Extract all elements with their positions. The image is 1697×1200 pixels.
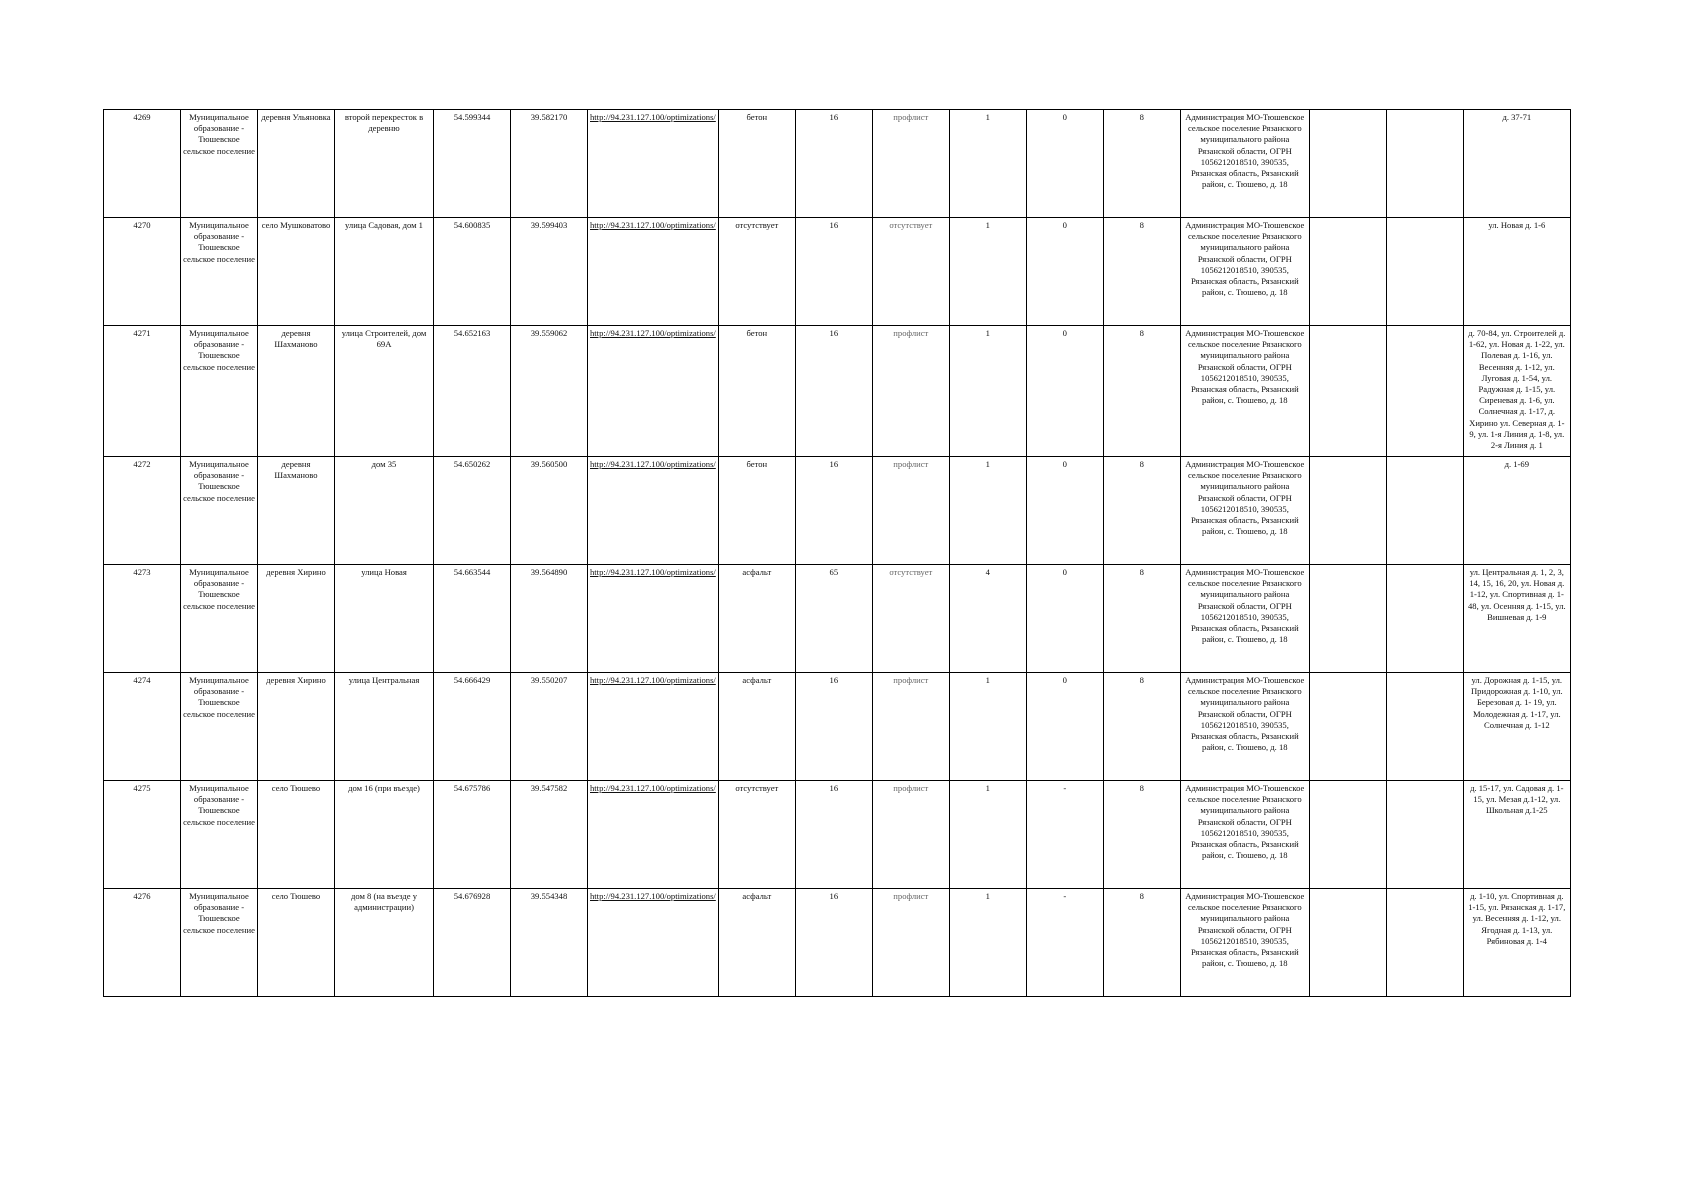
base-cell: отсутствует	[872, 565, 949, 673]
table-row	[104, 457, 1571, 565]
served-addresses-cell: ул. Новая д. 1-6	[1463, 218, 1570, 326]
settlement-cell: деревня Ульяновка	[258, 110, 335, 218]
volume-cell: 8	[1103, 565, 1180, 673]
longitude-cell: 39.582170	[511, 110, 588, 218]
owner-cell: Администрация МО-Тюшевское сельское поселение Рязанского муниципального района Рязанской области, ОГРН 1056212018510, 390535, Рязанская область, Рязанский район, с. Тюшево, д. 18	[1180, 565, 1309, 673]
settlement-cell: деревня Хирино	[258, 565, 335, 673]
latitude-cell: 54.666429	[434, 673, 511, 781]
container-count-cell: 1	[949, 326, 1026, 457]
settlement-cell: село Тюшево	[258, 781, 335, 889]
surface-cell: бетон	[718, 110, 795, 218]
owner-cell: Администрация МО-Тюшевское сельское поселение Рязанского муниципального района Рязанской области, ОГРН 1056212018510, 390535, Рязанская область, Рязанский район, с. Тюшево, д. 18	[1180, 457, 1309, 565]
served-addresses-cell: д. 70-84, ул. Строителей д. 1-62, ул. Новая д. 1-22, ул. Полевая д. 1-16, ул. Весенняя д. 1-12, ул. Луговая д. 1-54, ул. Радужная д. 1-15, ул. Сиреневая д. 1-6, ул. Солнечная д. 1-17, д. Хирино ул. Северная д. 1- 9, ул. 1-я Линия д. 1-8, ул. 2-я Линия д. 1	[1463, 326, 1570, 457]
volume-cell: 8	[1103, 218, 1180, 326]
link-cell[interactable]: http://94.231.127.100/optimizations/	[588, 110, 719, 218]
municipality-cell: Муниципальное образование - Тюшевское сельское поселение	[181, 889, 258, 997]
municipality-cell: Муниципальное образование - Тюшевское сельское поселение	[181, 110, 258, 218]
area-cell: 16	[795, 326, 872, 457]
link-cell[interactable]: http://94.231.127.100/optimizations/	[588, 781, 719, 889]
link-cell[interactable]: http://94.231.127.100/optimizations/	[588, 565, 719, 673]
empty-cell	[1309, 218, 1386, 326]
extra-cell: 0	[1026, 326, 1103, 457]
owner-cell: Администрация МО-Тюшевское сельское поселение Рязанского муниципального района Рязанской области, ОГРН 1056212018510, 390535, Рязанская область, Рязанский район, с. Тюшево, д. 18	[1180, 326, 1309, 457]
empty-cell	[1309, 110, 1386, 218]
base-cell: профлист	[872, 326, 949, 457]
container-count-cell: 1	[949, 889, 1026, 997]
surface-cell: отсутствует	[718, 781, 795, 889]
settlement-cell: деревня Шахманово	[258, 326, 335, 457]
data-table	[103, 109, 1571, 997]
id-cell: 4270	[104, 218, 181, 326]
served-addresses-cell: ул. Центральная д. 1, 2, 3, 14, 15, 16, 20, ул. Новая д. 1-12, ул. Спортивная д. 1-48, ул. Осенняя д. 1-15, ул. Вишневая д. 1-9	[1463, 565, 1570, 673]
served-addresses-cell: ул. Дорожная д. 1-15, ул. Придорожная д. 1-10, ул. Березовая д. 1- 19, ул. Молодежная д. 1-17, ул. Солнечная д. 1-12	[1463, 673, 1570, 781]
area-cell: 65	[795, 565, 872, 673]
municipality-cell: Муниципальное образование - Тюшевское сельское поселение	[181, 673, 258, 781]
surface-cell: асфальт	[718, 673, 795, 781]
empty-cell	[1386, 673, 1463, 781]
extra-cell: 0	[1026, 673, 1103, 781]
latitude-cell: 54.600835	[434, 218, 511, 326]
base-cell: профлист	[872, 673, 949, 781]
container-count-cell: 1	[949, 781, 1026, 889]
table-row	[104, 781, 1571, 889]
settlement-cell: деревня Шахманово	[258, 457, 335, 565]
volume-cell: 8	[1103, 110, 1180, 218]
id-cell: 4273	[104, 565, 181, 673]
link-cell[interactable]: http://94.231.127.100/optimizations/	[588, 326, 719, 457]
extra-cell: -	[1026, 781, 1103, 889]
container-count-cell: 1	[949, 673, 1026, 781]
empty-cell	[1309, 565, 1386, 673]
area-cell: 16	[795, 673, 872, 781]
address-cell: улица Центральная	[335, 673, 434, 781]
settlement-cell: деревня Хирино	[258, 673, 335, 781]
extra-cell: -	[1026, 889, 1103, 997]
latitude-cell: 54.599344	[434, 110, 511, 218]
empty-cell	[1309, 326, 1386, 457]
extra-cell: 0	[1026, 457, 1103, 565]
address-cell: улица Садовая, дом 1	[335, 218, 434, 326]
volume-cell: 8	[1103, 457, 1180, 565]
municipality-cell: Муниципальное образование - Тюшевское сельское поселение	[181, 565, 258, 673]
latitude-cell: 54.652163	[434, 326, 511, 457]
empty-cell	[1386, 218, 1463, 326]
longitude-cell: 39.554348	[511, 889, 588, 997]
container-count-cell: 1	[949, 457, 1026, 565]
address-cell: второй перекресток в деревню	[335, 110, 434, 218]
settlement-cell: село Тюшево	[258, 889, 335, 997]
id-cell: 4269	[104, 110, 181, 218]
container-count-cell: 1	[949, 218, 1026, 326]
table-row	[104, 326, 1571, 457]
volume-cell: 8	[1103, 673, 1180, 781]
owner-cell: Администрация МО-Тюшевское сельское поселение Рязанского муниципального района Рязанской области, ОГРН 1056212018510, 390535, Рязанская область, Рязанский район, с. Тюшево, д. 18	[1180, 889, 1309, 997]
longitude-cell: 39.559062	[511, 326, 588, 457]
address-cell: дом 16 (при въезде)	[335, 781, 434, 889]
area-cell: 16	[795, 781, 872, 889]
id-cell: 4275	[104, 781, 181, 889]
latitude-cell: 54.675786	[434, 781, 511, 889]
longitude-cell: 39.564890	[511, 565, 588, 673]
longitude-cell: 39.560500	[511, 457, 588, 565]
empty-cell	[1309, 781, 1386, 889]
owner-cell: Администрация МО-Тюшевское сельское поселение Рязанского муниципального района Рязанской области, ОГРН 1056212018510, 390535, Рязанская область, Рязанский район, с. Тюшево, д. 18	[1180, 110, 1309, 218]
address-cell: улица Новая	[335, 565, 434, 673]
empty-cell	[1309, 673, 1386, 781]
link-cell[interactable]: http://94.231.127.100/optimizations/	[588, 218, 719, 326]
served-addresses-cell: д. 37-71	[1463, 110, 1570, 218]
volume-cell: 8	[1103, 781, 1180, 889]
area-cell: 16	[795, 110, 872, 218]
address-cell: дом 8 (на въезде у администрации)	[335, 889, 434, 997]
municipality-cell: Муниципальное образование - Тюшевское сельское поселение	[181, 326, 258, 457]
base-cell: профлист	[872, 781, 949, 889]
area-cell: 16	[795, 218, 872, 326]
municipality-cell: Муниципальное образование - Тюшевское сельское поселение	[181, 781, 258, 889]
container-count-cell: 4	[949, 565, 1026, 673]
served-addresses-cell: д. 1-69	[1463, 457, 1570, 565]
surface-cell: асфальт	[718, 565, 795, 673]
settlement-cell: село Мушковатово	[258, 218, 335, 326]
area-cell: 16	[795, 889, 872, 997]
surface-cell: бетон	[718, 326, 795, 457]
empty-cell	[1386, 889, 1463, 997]
base-cell: профлист	[872, 457, 949, 565]
empty-cell	[1386, 781, 1463, 889]
id-cell: 4271	[104, 326, 181, 457]
empty-cell	[1386, 565, 1463, 673]
address-cell: улица Строителей, дом 69А	[335, 326, 434, 457]
table-row	[104, 565, 1571, 673]
surface-cell: асфальт	[718, 889, 795, 997]
id-cell: 4276	[104, 889, 181, 997]
municipality-cell: Муниципальное образование - Тюшевское сельское поселение	[181, 457, 258, 565]
table-row	[104, 110, 1571, 218]
surface-cell: отсутствует	[718, 218, 795, 326]
extra-cell: 0	[1026, 110, 1103, 218]
base-cell: профлист	[872, 110, 949, 218]
served-addresses-cell: д. 15-17, ул. Садовая д. 1-15, ул. Мезая д.1-12, ул. Школьная д.1-25	[1463, 781, 1570, 889]
surface-cell: бетон	[718, 457, 795, 565]
id-cell: 4272	[104, 457, 181, 565]
container-count-cell: 1	[949, 110, 1026, 218]
latitude-cell: 54.663544	[434, 565, 511, 673]
link-cell[interactable]: http://94.231.127.100/optimizations/	[588, 889, 719, 997]
volume-cell: 8	[1103, 326, 1180, 457]
volume-cell: 8	[1103, 889, 1180, 997]
extra-cell: 0	[1026, 565, 1103, 673]
table-row	[104, 673, 1571, 781]
empty-cell	[1386, 457, 1463, 565]
owner-cell: Администрация МО-Тюшевское сельское поселение Рязанского муниципального района Рязанской области, ОГРН 1056212018510, 390535, Рязанская область, Рязанский район, с. Тюшево, д. 18	[1180, 781, 1309, 889]
link-cell[interactable]: http://94.231.127.100/optimizations/	[588, 673, 719, 781]
base-cell: отсутствует	[872, 218, 949, 326]
served-addresses-cell: д. 1-10, ул. Спортивная д. 1-15, ул. Рязанская д. 1-17, ул. Весенняя д. 1-12, ул. Ягодная д. 1-13, ул. Рябиновая д. 1-4	[1463, 889, 1570, 997]
owner-cell: Администрация МО-Тюшевское сельское поселение Рязанского муниципального района Рязанской области, ОГРН 1056212018510, 390535, Рязанская область, Рязанский район, с. Тюшево, д. 18	[1180, 673, 1309, 781]
longitude-cell: 39.599403	[511, 218, 588, 326]
longitude-cell: 39.547582	[511, 781, 588, 889]
longitude-cell: 39.550207	[511, 673, 588, 781]
empty-cell	[1309, 457, 1386, 565]
empty-cell	[1386, 326, 1463, 457]
link-cell[interactable]: http://94.231.127.100/optimizations/	[588, 457, 719, 565]
empty-cell	[1309, 889, 1386, 997]
table-row	[104, 218, 1571, 326]
empty-cell	[1386, 110, 1463, 218]
table-row	[104, 889, 1571, 997]
area-cell: 16	[795, 457, 872, 565]
id-cell: 4274	[104, 673, 181, 781]
latitude-cell: 54.676928	[434, 889, 511, 997]
extra-cell: 0	[1026, 218, 1103, 326]
address-cell: дом 35	[335, 457, 434, 565]
latitude-cell: 54.650262	[434, 457, 511, 565]
base-cell: профлист	[872, 889, 949, 997]
municipality-cell: Муниципальное образование - Тюшевское сельское поселение	[181, 218, 258, 326]
owner-cell: Администрация МО-Тюшевское сельское поселение Рязанского муниципального района Рязанской области, ОГРН 1056212018510, 390535, Рязанская область, Рязанский район, с. Тюшево, д. 18	[1180, 218, 1309, 326]
